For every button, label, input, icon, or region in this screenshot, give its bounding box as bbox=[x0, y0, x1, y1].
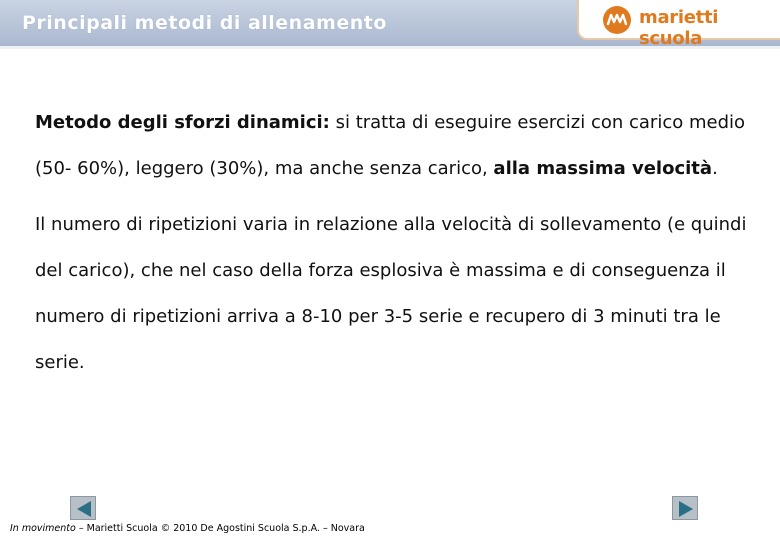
publisher-logo bbox=[577, 0, 780, 49]
footer-book-title: In movimento bbox=[10, 523, 76, 534]
marietti-logo-icon bbox=[601, 5, 633, 35]
previous-slide-button[interactable] bbox=[70, 496, 96, 520]
page-title: Principali metodi di allenamento bbox=[22, 12, 387, 34]
method-emphasis: alla massima velocità bbox=[493, 158, 713, 179]
next-slide-button[interactable] bbox=[672, 496, 698, 520]
arrow-right-icon bbox=[677, 500, 695, 518]
logo-text: marietti scuola bbox=[639, 7, 719, 49]
slide-content bbox=[35, 100, 755, 386]
method-period: . bbox=[712, 158, 718, 179]
arrow-left-icon bbox=[75, 500, 93, 518]
method-description: si tratta di eseguire esercizi con carico medio (50- 60%), leggero (30%), ma anche senza carico, bbox=[35, 112, 746, 179]
footer-copyright: – Marietti Scuola © 2010 De Agostini Scuola S.p.A. – Novara bbox=[75, 523, 365, 534]
paragraph-repetitions: Il numero di ripetizioni varia in relazione alla velocità di sollevamento (e quindi del carico), che nel caso della forza esplosiva è massima e di conseguenza il numero di ripetizioni arriva a 8-10 per 3-5 serie e recupero di 3 minuti tra le serie. bbox=[35, 214, 747, 373]
paragraph-method bbox=[35, 100, 755, 192]
footer-credits bbox=[10, 523, 365, 534]
method-title: Metodo degli sforzi dinamici: bbox=[35, 112, 330, 133]
